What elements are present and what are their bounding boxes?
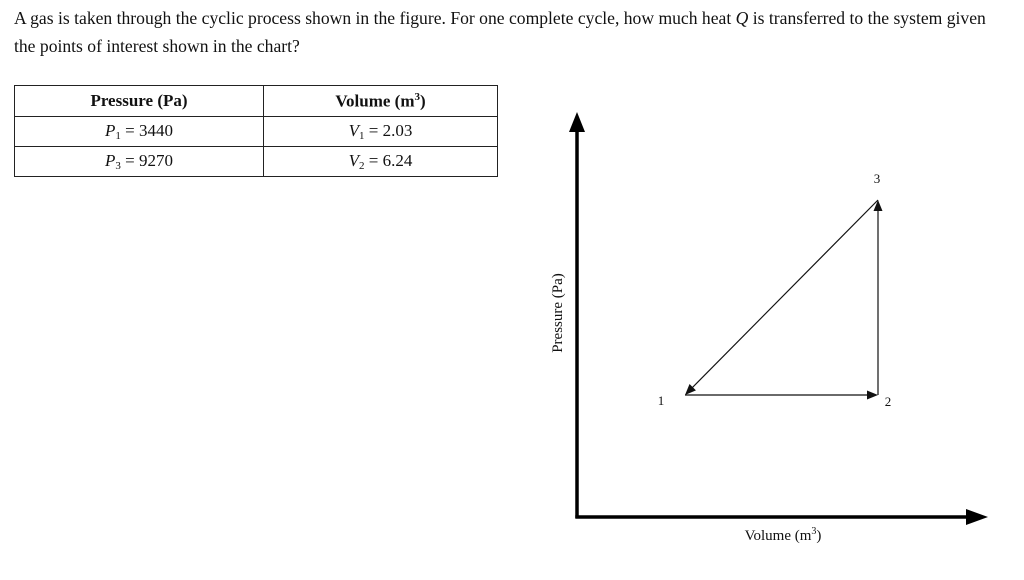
arrowhead-2-to-3 — [874, 200, 883, 211]
question-part-2: is transferred to the system given the points of interest shown in the chart? — [14, 8, 986, 56]
v2-sub: 2 — [359, 160, 365, 172]
p1-value: 3440 — [138, 121, 173, 140]
v2-value: 6.24 — [382, 151, 413, 170]
v1-value: 2.03 — [382, 121, 413, 140]
y-axis-arrowhead — [569, 112, 585, 132]
header-volume-suffix: ) — [420, 91, 426, 111]
arrowhead-1-to-2 — [867, 391, 878, 400]
x-axis-label-exp: 3 — [811, 526, 817, 537]
process-lines — [685, 200, 883, 400]
point-label-1: 1 — [657, 393, 665, 408]
equals-sign: = — [368, 121, 379, 140]
p3-value: 9270 — [138, 151, 173, 170]
question-part-1: A gas is taken through the cyclic process shown in the figure. For one complete cycle, how much heat — [14, 8, 736, 28]
x-axis-arrowhead — [966, 509, 988, 525]
p3-symbol: P — [105, 151, 116, 170]
y-axis-label: Pressure (Pa) — [550, 273, 566, 353]
heat-symbol: Q — [735, 8, 749, 28]
equals-sign: = — [125, 151, 135, 170]
header-pressure: Pressure (Pa) — [15, 86, 264, 117]
p3-sub: 3 — [115, 160, 121, 172]
header-volume-text: Volume (m — [335, 91, 415, 111]
process-line-3-to-1 — [689, 200, 878, 391]
x-axis-label-suffix: ) — [816, 528, 822, 544]
point-label-3: 3 — [873, 171, 881, 186]
v2-symbol: V — [348, 151, 360, 170]
x-axis-label-text: Volume (m — [744, 528, 812, 544]
p1-symbol: P — [105, 121, 116, 140]
header-volume-exp: 3 — [414, 90, 420, 103]
v1-sub: 1 — [359, 130, 365, 142]
point-label-2: 2 — [884, 394, 892, 409]
p1-sub: 1 — [115, 130, 121, 142]
equals-sign: = — [125, 121, 135, 140]
x-axis-label — [745, 526, 822, 544]
equals-sign: = — [368, 151, 379, 170]
v1-symbol: V — [348, 121, 360, 140]
